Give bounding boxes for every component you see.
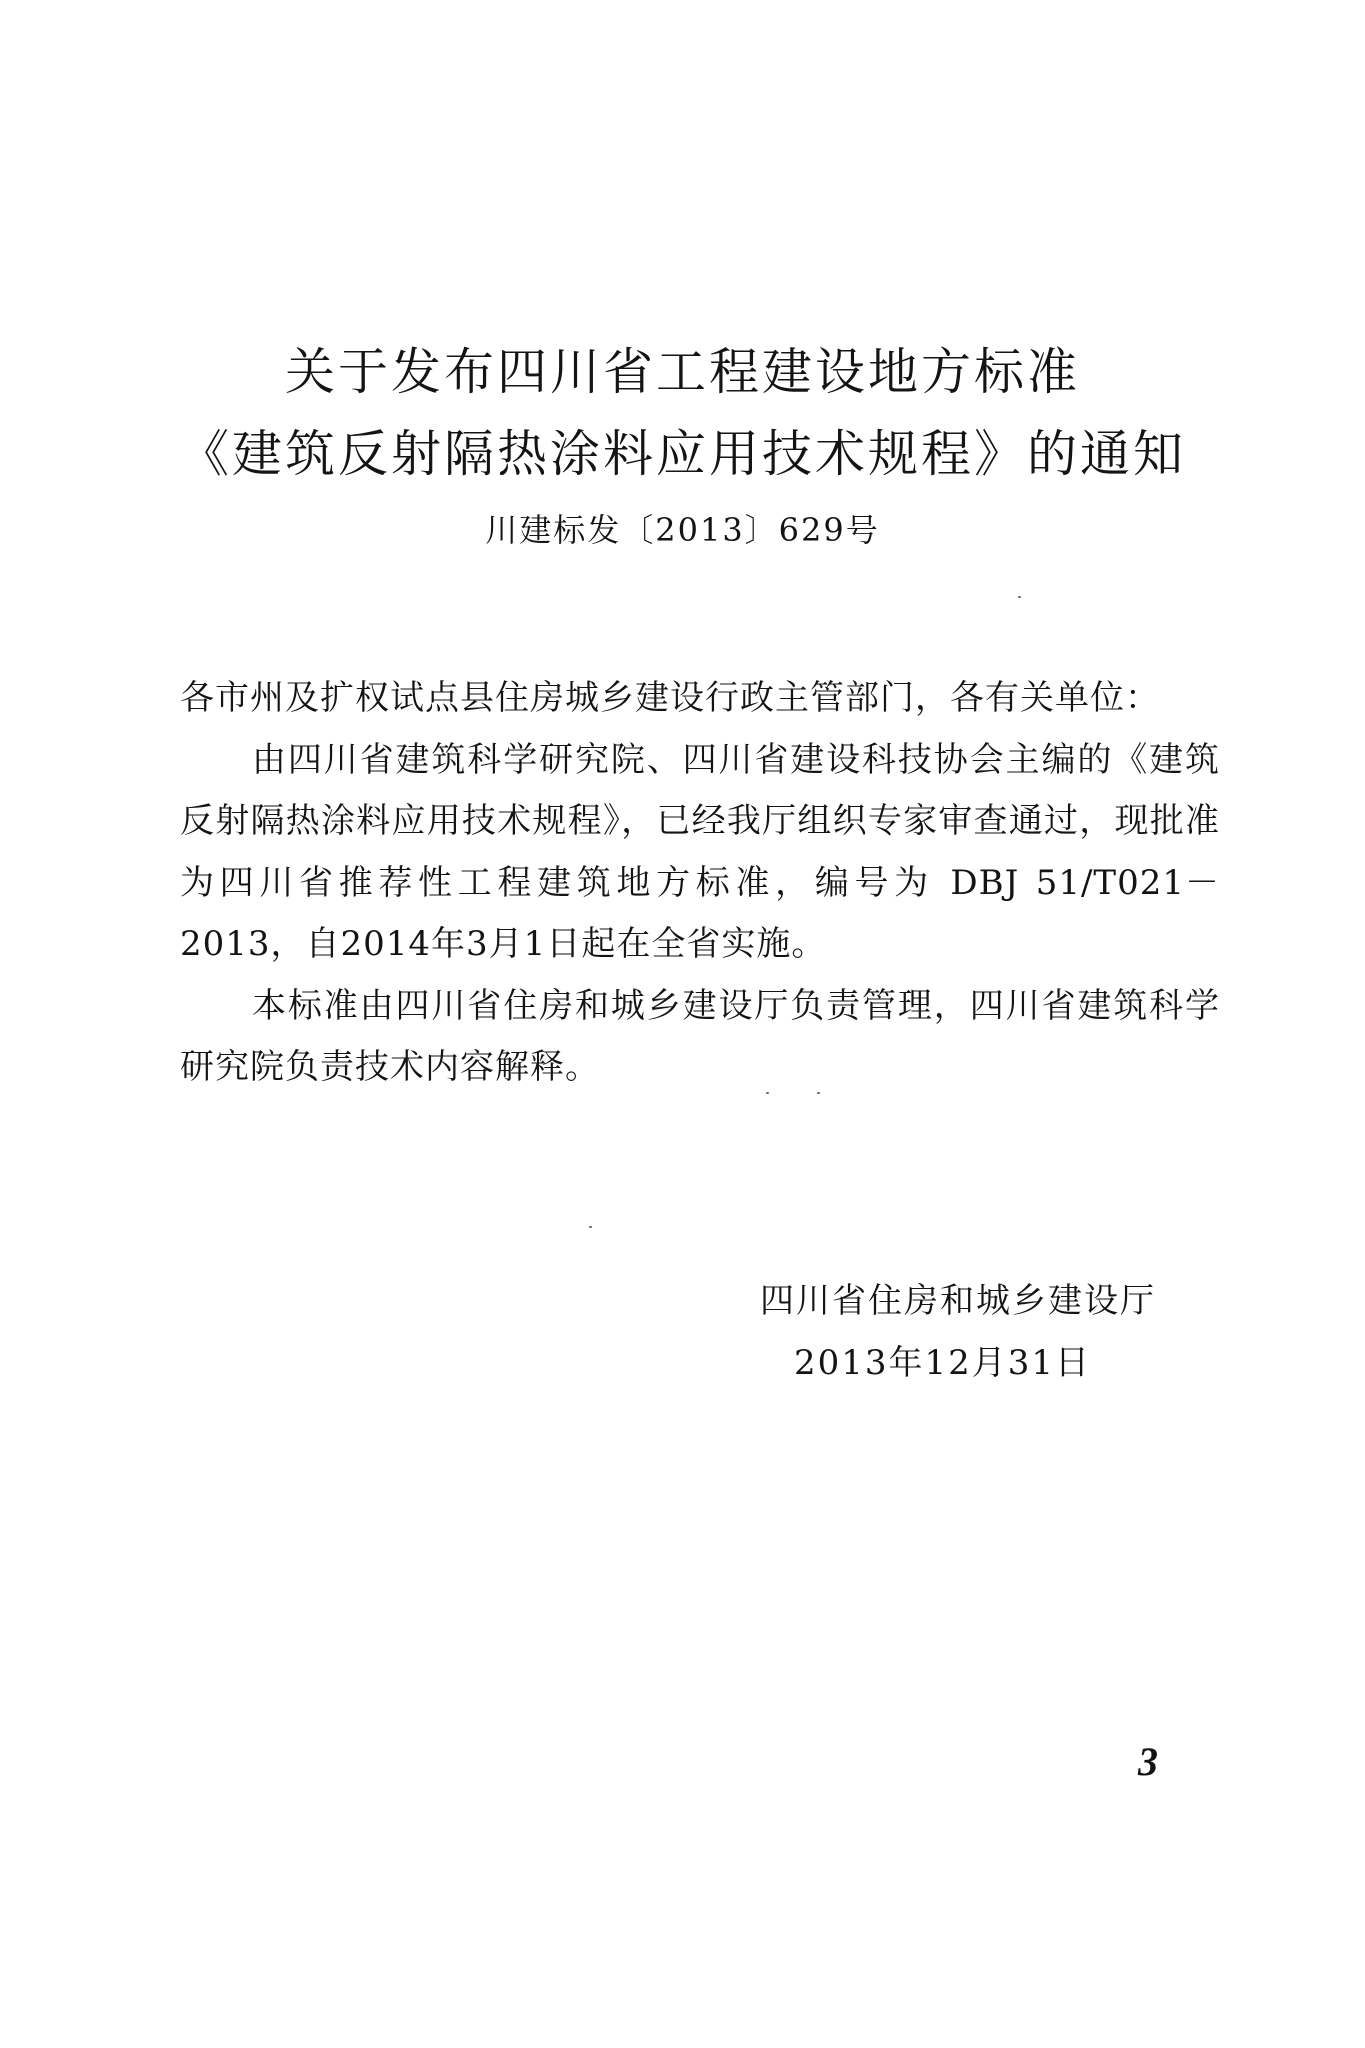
issue-date: 2013年12月31日 [794, 1343, 1092, 1383]
page-number: 3 [1138, 1739, 1158, 1784]
document-number: 川建标发〔2013〕629号 [485, 511, 880, 549]
scan-speck [1018, 596, 1021, 598]
body-paragraph-1: 由四川省建筑科学研究院、四川省建设科技协会主编的《建筑反射隔热涂料应用技术规程》，已经我厅组织专家审查通过，现批准为四川省推荐性工程建筑地方标准，编号为 DBJ 51/T021－2013，自2014年3月1日起在全省实施。 [180, 739, 1220, 964]
notice-title-line-1: 关于发布四川省工程建设地方标准 [285, 343, 1080, 401]
signature-block [760, 1270, 1156, 1394]
scan-speck [817, 1092, 820, 1094]
scan-speck [589, 1226, 592, 1228]
body-paragraph-2: 本标准由四川省住房和城乡建设厅负责管理，四川省建筑科学研究院负责技术内容解释。 [180, 985, 1220, 1087]
notice-body [180, 668, 1220, 1099]
issuing-authority: 四川省住房和城乡建设厅 [760, 1281, 1156, 1321]
notice-title-line-2: 《建筑反射隔热涂料应用技术规程》的通知 [179, 425, 1186, 483]
addressee: 各市州及扩权试点县住房城乡建设行政主管部门，各有关单位： [180, 678, 1160, 718]
scan-speck [766, 1092, 769, 1094]
